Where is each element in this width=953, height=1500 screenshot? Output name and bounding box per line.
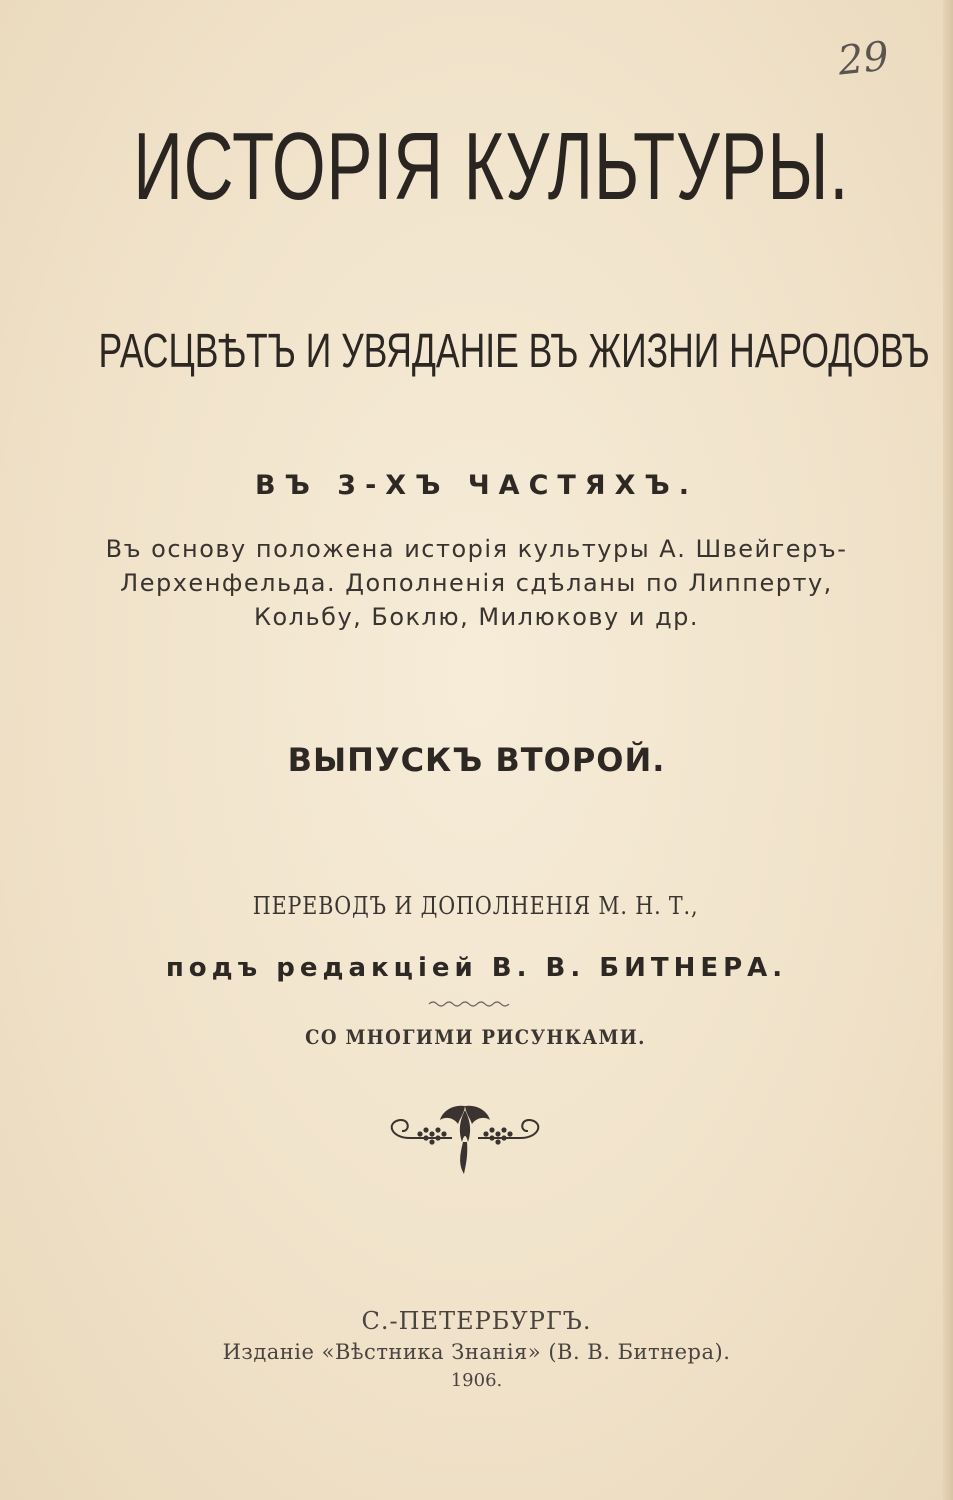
parts-note: ВЪ 3-ХЪ ЧАСТЯХЪ.: [254, 470, 699, 501]
basis-note: [0, 532, 953, 634]
imprint-publisher: Изданіе «Вѣстника Знанія» (В. В. Битнера).: [222, 1340, 731, 1364]
grape-vine-ornament-icon: [380, 1098, 550, 1178]
editor-credit: подъ редакціей В. В. БИТНЕРА.: [165, 953, 788, 983]
basis-line: Лерхенфельда. Дополненія сдѣланы по Липперту,: [120, 569, 833, 597]
translation-credit: ПЕРЕВОДЪ И ДОПОЛНЕНІЯ М. Н. Т.,: [252, 892, 699, 920]
issue-heading: ВЫПУСКЪ ВТОРОЙ.: [287, 741, 666, 779]
basis-line: Кольбу, Боклю, Милюкову и др.: [253, 603, 700, 631]
book-subtitle: РАСЦВѢТЪ И УВЯДАНІЕ ВЪ ЖИЗНИ НАРОДОВЪ: [98, 325, 930, 378]
handwritten-shelfmark: 29: [835, 33, 892, 85]
imprint-year: 1906.: [450, 1370, 503, 1391]
illustrations-note: СО МНОГИМИ РИСУНКАМИ.: [305, 1025, 646, 1049]
basis-line: Въ основу положена исторія культуры А. Швейгеръ-: [105, 535, 848, 563]
wavy-divider: [428, 1000, 510, 1008]
book-title: ИСТОРІЯ КУЛЬТУРЫ.: [133, 113, 850, 220]
imprint-city: С.-ПЕТЕРБУРГЪ.: [361, 1307, 592, 1335]
